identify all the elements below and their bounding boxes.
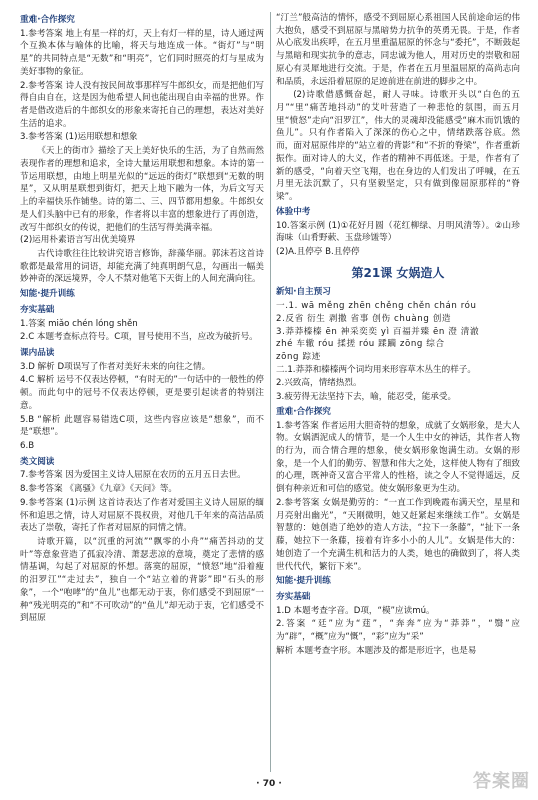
answer-item: 3.D 解析 D项误写了作者对美好未来的向往之情。 [20, 361, 211, 372]
watermark-logo: 答案圈 [473, 771, 530, 793]
left-column [20, 12, 264, 772]
pinyin-row: zhé 车辙 róu 揉搓 róu 蹂躏 zōng 综合 [276, 339, 445, 350]
subsection-heading: 夯实基础 [276, 591, 311, 602]
section-heading: 体验中考 [276, 206, 311, 217]
column-divider [270, 12, 271, 772]
answer-item: (2)运用朴素语言写出优美境界 [20, 235, 136, 246]
answer-item: 解析 本题考查字形。本题涉及的都是形近字，也是易 [276, 645, 477, 656]
answer-paragraph: 诗歌开篇，以“沉重的河流”“飘零的小舟”“痛苦抖动的艾叶”等意象营造了孤寂冷清、萧瑟悲凉的意境，奠定了悲情的感情基调，勾起了对屈原的怀想。落寞的屈原，“愤怒”地“沿着瘦的汨罗江”“走过去”，独自一个“站立着的背影”即“石头的形象”，一个“咆哮”的“鱼儿”也都无动于衷，你们感受不到屈原“一种“残光明亮的”和“不可吹动”的“鱼儿”却无动于衷，它们感受不到屈原 [20, 537, 264, 624]
answer-item: 6.B [20, 441, 35, 451]
answer-item: 二.1.莽莽和榛榛两个词均用来形容草木丛生的样子。 [276, 364, 476, 375]
answer-paragraph: 古代诗歌往往比较讲究语言修饰，辞藻华丽。郭沫若这首诗歌都是最常用的词语，却能充满了纯真明朗气息，勾画出一幅美妙神奇的深远境界，令人不禁对他笔下天街上的人间充满向往。 [20, 248, 264, 285]
answer-item: 7.参考答案 因为爱国主义诗人屈原在农历的五月五日去世。 [20, 470, 246, 481]
answer-item: 2.C 本题考查标点符号。C项，冒号使用不当，应改为破折号。 [20, 332, 258, 343]
answer-item: 3.疲劳得无法坚持下去，喻，能忍受，能承受。 [276, 392, 457, 403]
answer-item: 8.参考答案 《离骚》《九章》《天问》等。 [20, 484, 178, 495]
answer-item: 9.参考答案 (1)示例 这首诗表达了作者对爱国主义诗人屈原的缅怀和追思之情，诗人对屈原不畏权贵，对他几千年来的高洁品质表达了崇敬，寄托了作者对屈原的同情之情。 [20, 497, 264, 534]
answer-item: 2.答案 “廷”应为“莛”，“奔奔”应为“莽莽”，“翳”应为“辟”，“概”应为“慨”，“彩”应为“采” [276, 619, 520, 643]
answer-item: 2.兴致高，情绪热烈。 [276, 378, 362, 389]
right-column [276, 12, 520, 772]
answer-paragraph: (2)诗歌借感慨奋起，耐人寻味。诗歌开头以“白色的五月”“里“痛苦地抖动”的艾叶营造了一种悲怆的氛围，而五月里“愤怒”走向“汨罗江”，伟大的灵魂却没能感受“麻木而饥饿的鱼儿”。只有作者陷入了深深的伤心之中，情绪跌落谷底。然而，面对屈原伟岸的“站立着的背影”和“不折的脊梁”，作者重新振作。面对诗人的大义，作者的精神不再低迷。于是，作者有了新的感受，“向着天空飞翔，也在身边的人们发出了呼喊，在五月里无法沉默了，只有坚毅坚定，只有做到像屈原那样的“脊梁”。 [276, 90, 520, 203]
pinyin-row: zōng 踪迹 [276, 352, 321, 362]
section-heading: 重难·合作探究 [276, 406, 331, 417]
answer-item: 1.参考答案 作者运用大胆奇特的想象，成就了女娲形象，是大人物。女娲洒泥成人的情节，是一个人生中女的神话，其作者人物的行为，而合情合理的想象，使女娲形象饱满生动。女娲的形象，是一个人们的勤劳、智慧和伟大之处，这样使人物有了细致的心理，既神奇又富合平常人的性格，读之令人不觉得遥远，反倒有种亲近和可信的感觉。使女娲形象更为生动。 [276, 420, 520, 495]
answer-item: 3.参考答案 (1)运用联想和想象 [20, 132, 138, 143]
answer-paragraph: 《天上的街市》描绘了天上美好快乐的生活，为了自然而然表现作者的理想和追求，全诗大量运用联想和想象。本诗的第一节运用联想，由地上明星光似的“远远的街灯”联想到“无数的明星”，又从明星联想到街灯，把天上地下融为一体，为后文写天上的幸福快乐作铺垫。诗的第二、三、四节都用想象。牛郎织女是人们头脑中已有的形象，作者将以丰富的想象进行了再创造，改写牛郎织女的传说，把他们的生活写得美满幸福。 [20, 146, 264, 233]
answer-item: 2.参考答案 女娲是勤劳的：“一直工作到晚霞布满天空，星星和月亮射出幽光”，“天刚微明，她又赶紧起来继续工作”。女娲是智慧的：她创造了绝妙的造人方法，“拉下一条藤”，“扯下一条藤，她拉下一条藤，接着有许多小小的人儿”。女娲是伟大的：她创造了一个充满生机和活力的人类，她也的确做到了，将人类世代代代，繁衍下来”。 [276, 497, 520, 572]
section-heading: 重难·合作探究 [20, 15, 75, 25]
answer-item: 1.参考答案 地上有星一样的灯，天上有灯一样的星，诗人通过两个互换本体与喻体的比喻，将天与地连成一体。“街灯”与“明星”的共同特点是“无数”和“明亮”，它们同时照亮的灯与星成为美好事物的象征。 [20, 28, 264, 77]
subsection-heading: 类文阅读 [20, 456, 55, 467]
pinyin-row: 3.莽莽榛榛 ēn 神采奕奕 yì 百福并臻 ēn 澄 清澈 [276, 326, 480, 337]
subsection-heading: 课内品读 [20, 347, 55, 358]
pinyin-row: 一.1. wā měng zhēn chěng chěn chán róu [276, 301, 477, 312]
answer-item: 2.参考答案 诗人没有按民间故事那样写牛郎织女，而是把他们写得自由自在，这是因为他希望人间也能出现自由幸福的世界。作者是借改造后的牛郎织女的形象来寄托自己的理想，表达对美好生活的追求。 [20, 80, 264, 129]
section-heading: 知能·提升训练 [276, 576, 331, 587]
pinyin-row: 2.反省 衍生 剥撒 省事 创伤 chuàng 创造 [276, 313, 452, 324]
answer-item: 10.答案示例 (1)①花好月圆（花红柳绿、月明风清等）。②山珍海味（山肴野蔌、玉盘珍馐等） [276, 220, 520, 244]
answer-item: 1.D 本题考查字音。D项，“模”应读mú。 [276, 605, 435, 616]
section-heading: 知能·提升训练 [20, 289, 75, 300]
lesson-title: 第21课 女娲造人 [351, 265, 445, 280]
section-heading: 新知·自主预习 [276, 287, 331, 298]
answer-item: 5.B “解析 此题容易错选C项，这些内容应该是“想象”，而不是“联想”。 [20, 414, 264, 438]
answer-item: 4.C 解析 运号不仅表达停顿，“有时无的”一句话中的一般性的停顿。而此句中的冠号不仅表达停顿，更是要引起读者的特别注意。 [20, 375, 264, 411]
answer-item: (2)A.且停亭 B.且停停 [276, 246, 360, 257]
answer-item: 1.答案 miǎo chén lóng shěn [20, 318, 138, 329]
answer-paragraph: “汀兰”般高洁的情怀，感受不到屈原心系祖国人民前途命运的伟大抱负，感受不到屈原与黑暗势力抗争的英勇无畏。于是，作者从心底发出疾呼，在五月里重温屈原的怀念与“委托”，不断鼓起与黑暗和现实抗争的意志，同忠诚为他人，用对历史的崇敬和屈原心有灵犀地进行交流。于是，作者在五月里温屈原的高尚志向和品质，永远沿着屈原的足迹前进在前进的脚步之中。 [276, 13, 520, 87]
page [20, 12, 520, 772]
page-number: · 70 · [256, 779, 282, 789]
subsection-heading: 夯实基础 [20, 304, 55, 315]
